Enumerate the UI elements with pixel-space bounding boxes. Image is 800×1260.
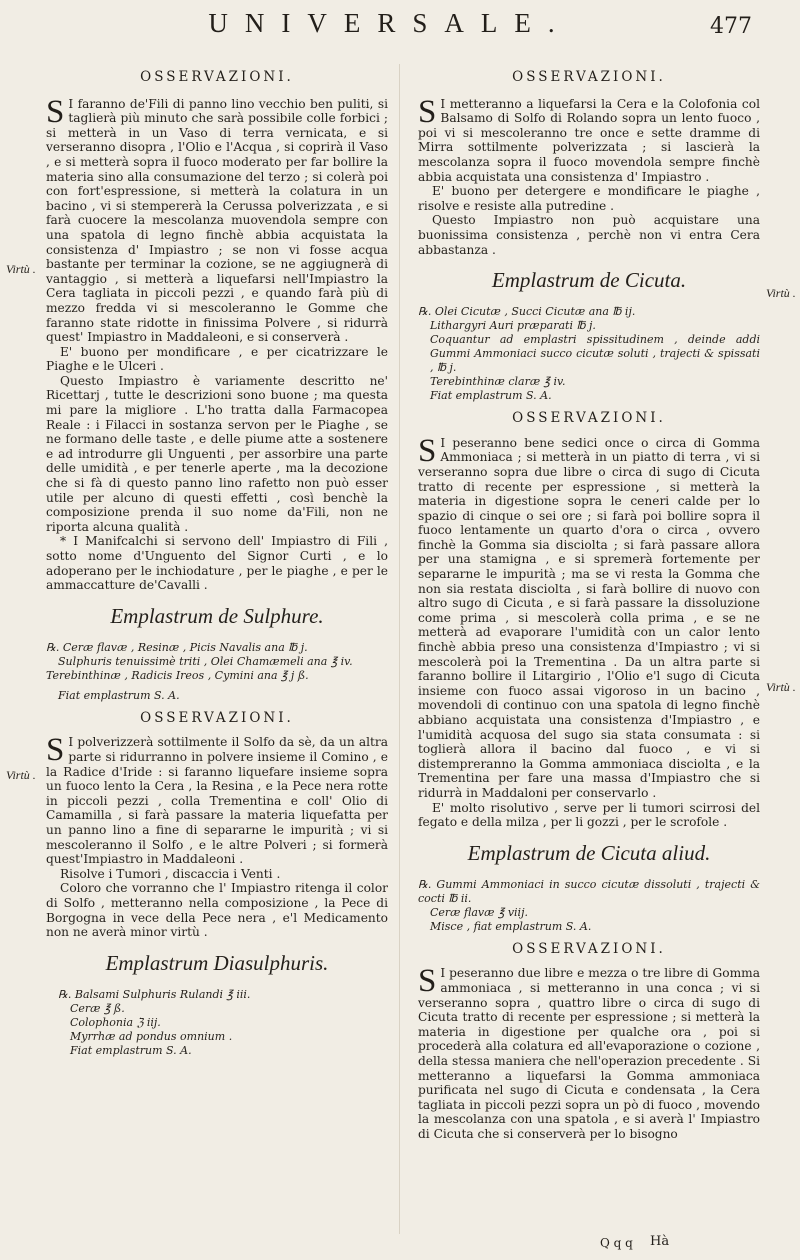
margin-note: Virtù . xyxy=(6,262,36,276)
recipe-block xyxy=(46,641,388,703)
page-number: 477 xyxy=(710,14,752,39)
section-heading: OSSERVAZIONI. xyxy=(512,410,666,427)
paragraph xyxy=(46,93,388,345)
paragraph: Questo Impiastro non può acquistare una buonissima consistenza , perchè non vi entra Cera abbastanza . xyxy=(418,213,760,257)
recipe-line: ℞. Balsami Sulphuris Rulandi ℥ iii. xyxy=(58,987,251,1001)
drop-cap: S xyxy=(418,432,437,469)
paragraph: Coloro che vorranno che l' Impiastro ritenga il color di Solfo , metteranno nella composizione , la Pece di Borgogna in vece della Pece nera , e'l Medicamento non ne averà minor virtù . xyxy=(46,881,388,940)
margin-note: Virtù . xyxy=(766,680,796,694)
recipe-line: Ceræ ℥ ß. xyxy=(70,1001,125,1015)
recipe-line: ℞. Olei Cicutæ , Succi Cicutæ ana ℔ ij. xyxy=(418,305,636,319)
recipe-fiat: Fiat emplastrum S. A. xyxy=(70,1043,192,1057)
recipe-block xyxy=(418,878,760,934)
recipe-block xyxy=(46,988,388,1058)
paragraph: Questo Impiastro è variamente descritto ne' Ricettarj , tutte le descrizioni sono buone ; ma questa mi pare la migliore . L'ho tratta dalla Farmacopea Reale : i Filacci in sostanza servon per le Piaghe , se ne formano delle taste , e delle piume atte a sostenere e ad introdurre gli Unguenti , per assorbire una parte delle umidità , e per tenerle aperte , ma la decozione che si fà di questo panno lino rafetto non può esser utile per alcuno di questi effetti , così benchè la composizione prenda il suo nome da'Fili, non ne riporta alcuna qualità . xyxy=(46,373,388,534)
paragraph: Risolve i Tumori , discaccia i Venti . xyxy=(60,866,281,881)
section-heading: OSSERVAZIONI. xyxy=(140,69,294,85)
section-heading: OSSERVAZIONI. xyxy=(512,940,666,957)
paragraph xyxy=(418,93,760,185)
recipe-title: Emplastrum Diasulphuris. xyxy=(105,950,329,975)
recipe-fiat: Fiat emplastrum S. A. xyxy=(430,389,552,403)
recipe-fiat: Fiat emplastrum S. A. xyxy=(58,688,180,702)
recipe-line: ℞. Gummi Ammoniaci in succo cicutæ dissoluti , trajecti & cocti ℔ ii. xyxy=(418,877,760,905)
paragraph: E' buono per mondificare , e per cicatrizzare le Piaghe e le Ulceri . xyxy=(46,344,388,374)
recipe-title: Emplastrum de Sulphure. xyxy=(110,603,324,628)
paragraph-text: I faranno de'Fili di panno lino vecchio ben puliti, si taglierà più minuto che sarà possibile colle forbici ; si metterà in un Vaso di terra vernicata, e si verseranno disopra , l'Olio e l'Acqua , si coprirà il Vaso , e si metterà sopra il fuoco moderato per far bollire la materia sino alla consumazione del terzo ; si colerà poi con fort'espressione, si metterà la colatura in un bacino , vi si stempererà la Cerussa polverizzata , e si farà cuocere la mescolanza muovendola sempre con una spatola di legno finchè abbia acquistata la consistenza d' Impiastro ; se non vi fosse acqua bastante per terminar la cozione, se ne aggiugnerà di vantaggio , si metterà a liquefarsi nell'Impiastro la Cera tagliata in piccoli pezzi , e quando farà più di mezzo fredda vi si mescoleranno le Gomme che faranno state ridotte in finissima Polvere , si ridurrà quest' Impiastro in Maddaleoni, e si conserverà . xyxy=(46,96,388,345)
recipe-fiat: Misce , fiat emplastrum S. A. xyxy=(430,919,592,933)
margin-note: Virtù . xyxy=(766,286,796,300)
paragraph-text: I metteranno a liquefarsi la Cera e la Colofonia col Balsamo di Solfo di Rolando sopra un lento fuoco , poi vi si mescoleranno tre once e sette dramme di Mirra sottilmente polverizzata ; si lascierà la mescolanza sopra il fuoco movendola sempre finchè abbia acquistata una consistenza d' Impiastro . xyxy=(418,96,760,184)
section-heading: OSSERVAZIONI. xyxy=(512,69,666,85)
recipe-line: Terebinthinæ claræ ℥ iv. xyxy=(430,375,566,389)
catchword: Hà xyxy=(650,1234,670,1249)
right-column xyxy=(418,70,760,1141)
paragraph-text: I peseranno due libre e mezza o tre libre di Gomma ammoniaca , si metteranno in una conca ; vi si verseranno sopra , quattro libre o circa di sugo di Cicuta tratto di recente per espressione ; si metterà la materia in digestione per qualche ora , poi si procederà alla colatura ed all'evaporazione o cozione , della stessa maniera che nell'operazion precedente . Si metteranno a liquefarsi la Gomma ammoniaca purificata nel sugo di Cicuta e condensata , la Cera tagliata in piccoli pezzi sopra un pò di fuoco , movendo la mescolanza con una spatola , e si averà l' Impiastro di Cicuta che si conserverà per lo bisogno xyxy=(418,966,760,1141)
drop-cap: S xyxy=(46,93,65,130)
section-heading: OSSERVAZIONI. xyxy=(140,709,294,726)
recipe-line: ℞. Ceræ flavæ , Resinæ , Picis Navalis ana ℔ j. xyxy=(46,640,308,654)
recipe-line: Terebinthinæ , Radicis Ireos , Cymini ana ℥ j ß. xyxy=(46,668,309,682)
left-column xyxy=(46,70,388,1066)
recipe-line: Sulphuris tenuissimè triti , Olei Chamæmeli ana ℥ iv. xyxy=(58,654,353,668)
paragraph xyxy=(418,432,760,801)
recipe-block xyxy=(418,305,760,403)
recipe-line: Coquantur ad emplastri spissitudinem , deinde addi Gummi Ammoniaci succo cicutæ soluti , trajecti & spissati , ℔ j. xyxy=(430,333,760,375)
recipe-line: Lithargyri Auri præparati ℔ j. xyxy=(430,319,596,333)
paragraph: * I Manifcalchi si servono dell' Impiastro di Fili , sotto nome d'Unguento del Signor Curti , e lo adoperano per le inchiodature , per le piaghe , e per le ammaccatture de'Cavalli . xyxy=(46,534,388,593)
paragraph xyxy=(46,732,388,867)
signature-mark: Q q q xyxy=(600,1236,633,1250)
margin-note: Virtù . xyxy=(6,768,36,782)
column-gutter xyxy=(399,64,400,1234)
recipe-line: Colophonia ℨ iij. xyxy=(70,1015,161,1029)
recipe-line: Myrrhæ ad pondus omnium . xyxy=(70,1029,233,1043)
paragraph-text: I polverizzerà sottilmente il Solfo da sè, da un altra parte si ridurranno in polvere insieme il Comino , e la Radice d'Iride : si faranno liquefare insieme sopra un fuoco lento la Cera , la Resina , e la Pece nera rotte in piccoli pezzi , colla Trementina e coll' Olio di Camamilla , si farà passare la materia liquefatta per un panno lino a fine di separarne le impurità ; vi si mescoleranno il Solfo , e le altre Polveri ; si formerà quest'Impiastro in Maddaleoni . xyxy=(46,735,388,867)
recipe-line: Ceræ flavæ ℥ viij. xyxy=(430,905,528,919)
paragraph: E' molto risolutivo , serve per li tumori scirrosi del fegato e della milza , per li gozzi , per le scrofole . xyxy=(418,800,760,830)
drop-cap: S xyxy=(46,732,65,769)
drop-cap: S xyxy=(418,93,437,130)
paragraph: E' buono per detergere e mondificare le piaghe , risolve e resiste alla putredine . xyxy=(418,184,760,213)
running-head: UNIVERSALE. xyxy=(208,8,572,38)
drop-cap: S xyxy=(418,963,437,1000)
recipe-title: Emplastrum de Cicuta aliud. xyxy=(467,840,711,865)
paragraph xyxy=(418,963,760,1141)
recipe-title: Emplastrum de Cicuta. xyxy=(491,268,687,293)
paragraph-text: I peseranno bene sedici once o circa di Gomma Ammoniaca ; si metterà in un piatto di terra , vi si verseranno sopra due libre o circa di sugo di Cicuta tratto di recente per espressione , si metterà la materia in digestione sopra le ceneri calde per lo spazio di cinque o sei ore ; si farà poi bollire sopra il fuoco lentamente un quarto d'ora o circa , ovvero finchè la Gomma sia disciolta ; si farà passare allora per una stamigna , e si spremerà fortemente per separarne le impurità ; ma se vi resta la Gomma che non sia restata disciolta , si farà bollire di nuovo con altro sugo di Cicuta , e si farà passare la dissoluzione come prima , si mescolerà colla prima , e se ne metterà ad evaporare l'umidità con un calor lento finchè abbia preso una consistenza d'Impiastro ; vi si mescolerà poi la Trementina . Da un altra parte si faranno bollire il Litargirio , l'Olio e'l sugo di Cicuta insieme con fuoco assai vigoroso in un bacino , movendoli di continuo con una spatola di legno finchè abbiano acquistata una consistenza d'Impiastro , e l'umidità acquosa del sugo sia stata consumata : si toglierà allora il bacino dal fuoco , e vi si distempreranno la Gomma ammoniaca disciolta , e la Trementina per fare una massa d'Impiastro che si ridurrà in Maddaloni per conservarlo . xyxy=(418,435,760,800)
